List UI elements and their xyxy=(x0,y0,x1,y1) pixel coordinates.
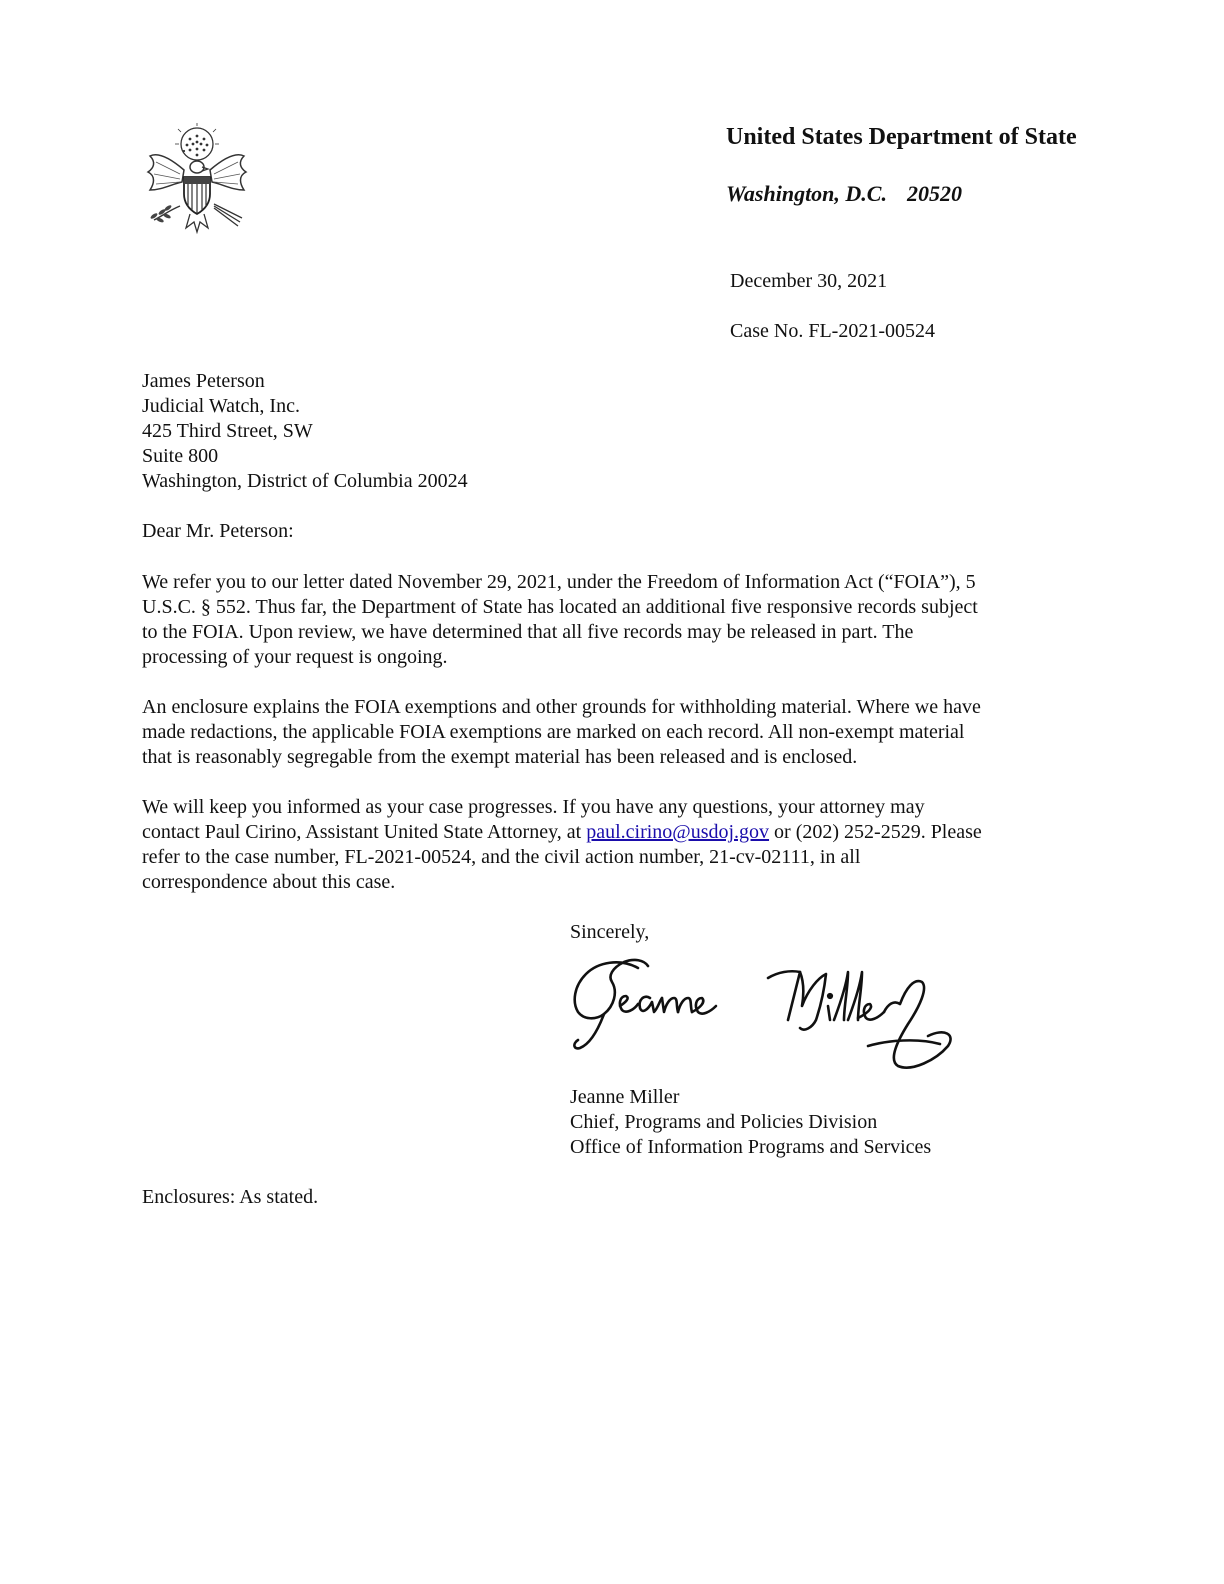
recipient-city: Washington, District of Columbia 20024 xyxy=(142,470,468,492)
signer-title: Chief, Programs and Policies Division xyxy=(570,1111,878,1133)
salutation: Dear Mr. Peterson: xyxy=(142,520,294,542)
paragraph-text: contact Paul Cirino, Assistant United State Attorney, at xyxy=(142,821,587,843)
paragraph-line: An enclosure explains the FOIA exemptions and other grounds for withholding material. Where we have xyxy=(142,696,981,718)
paragraph-line: U.S.C. § 552. Thus far, the Department of State has located an additional five responsive records subject xyxy=(142,596,978,618)
closing: Sincerely, xyxy=(570,921,650,943)
paragraph-line: that is reasonably segregable from the exempt material has been released and is enclosed. xyxy=(142,746,858,768)
recipient-org: Judicial Watch, Inc. xyxy=(142,395,300,417)
signer-name: Jeanne Miller xyxy=(570,1086,680,1108)
signer-office: Office of Information Programs and Services xyxy=(570,1136,932,1158)
agency-zip: 20520 xyxy=(906,181,962,206)
paragraph-line: We will keep you informed as your case progresses. If you have any questions, your attorney may xyxy=(142,796,925,818)
enclosures-note: Enclosures: As stated. xyxy=(142,1186,319,1208)
paragraph-line: We refer you to our letter dated November 29, 2021, under the Freedom of Information Act (“FOIA”), 5 xyxy=(142,571,976,593)
paragraph-line: to the FOIA. Upon review, we have determined that all five records may be released in part. The xyxy=(142,621,914,643)
handwritten-signature xyxy=(568,948,968,1088)
paragraph-text: or (202) 252-2529. Please xyxy=(769,821,982,843)
letter-date: December 30, 2021 xyxy=(730,270,888,292)
paragraph-1 xyxy=(142,570,978,670)
paragraph-line: refer to the case number, FL-2021-00524, and the civil action number, 21-cv-02111, in all xyxy=(142,846,861,868)
agency-city xyxy=(726,180,962,208)
us-great-seal-icon xyxy=(140,122,254,242)
recipient-suite: Suite 800 xyxy=(142,445,219,467)
paragraph-2 xyxy=(142,695,981,770)
attorney-email-link[interactable]: paul.cirino@usdoj.gov xyxy=(586,821,770,843)
recipient-address xyxy=(142,369,468,494)
signature-block xyxy=(570,1085,931,1160)
paragraph-3 xyxy=(142,795,982,895)
paragraph-line: processing of your request is ongoing. xyxy=(142,646,448,668)
case-number: Case No. FL-2021-00524 xyxy=(730,320,935,342)
paragraph-line: made redactions, the applicable FOIA exemptions are marked on each record. All non-exempt material xyxy=(142,721,965,743)
recipient-name: James Peterson xyxy=(142,370,265,392)
agency-city-name: Washington, D.C. xyxy=(726,181,887,206)
recipient-street: 425 Third Street, SW xyxy=(142,420,313,442)
paragraph-line: correspondence about this case. xyxy=(142,871,396,893)
agency-name: United States Department of State xyxy=(726,124,1077,150)
paragraph-line-with-email xyxy=(142,820,982,845)
